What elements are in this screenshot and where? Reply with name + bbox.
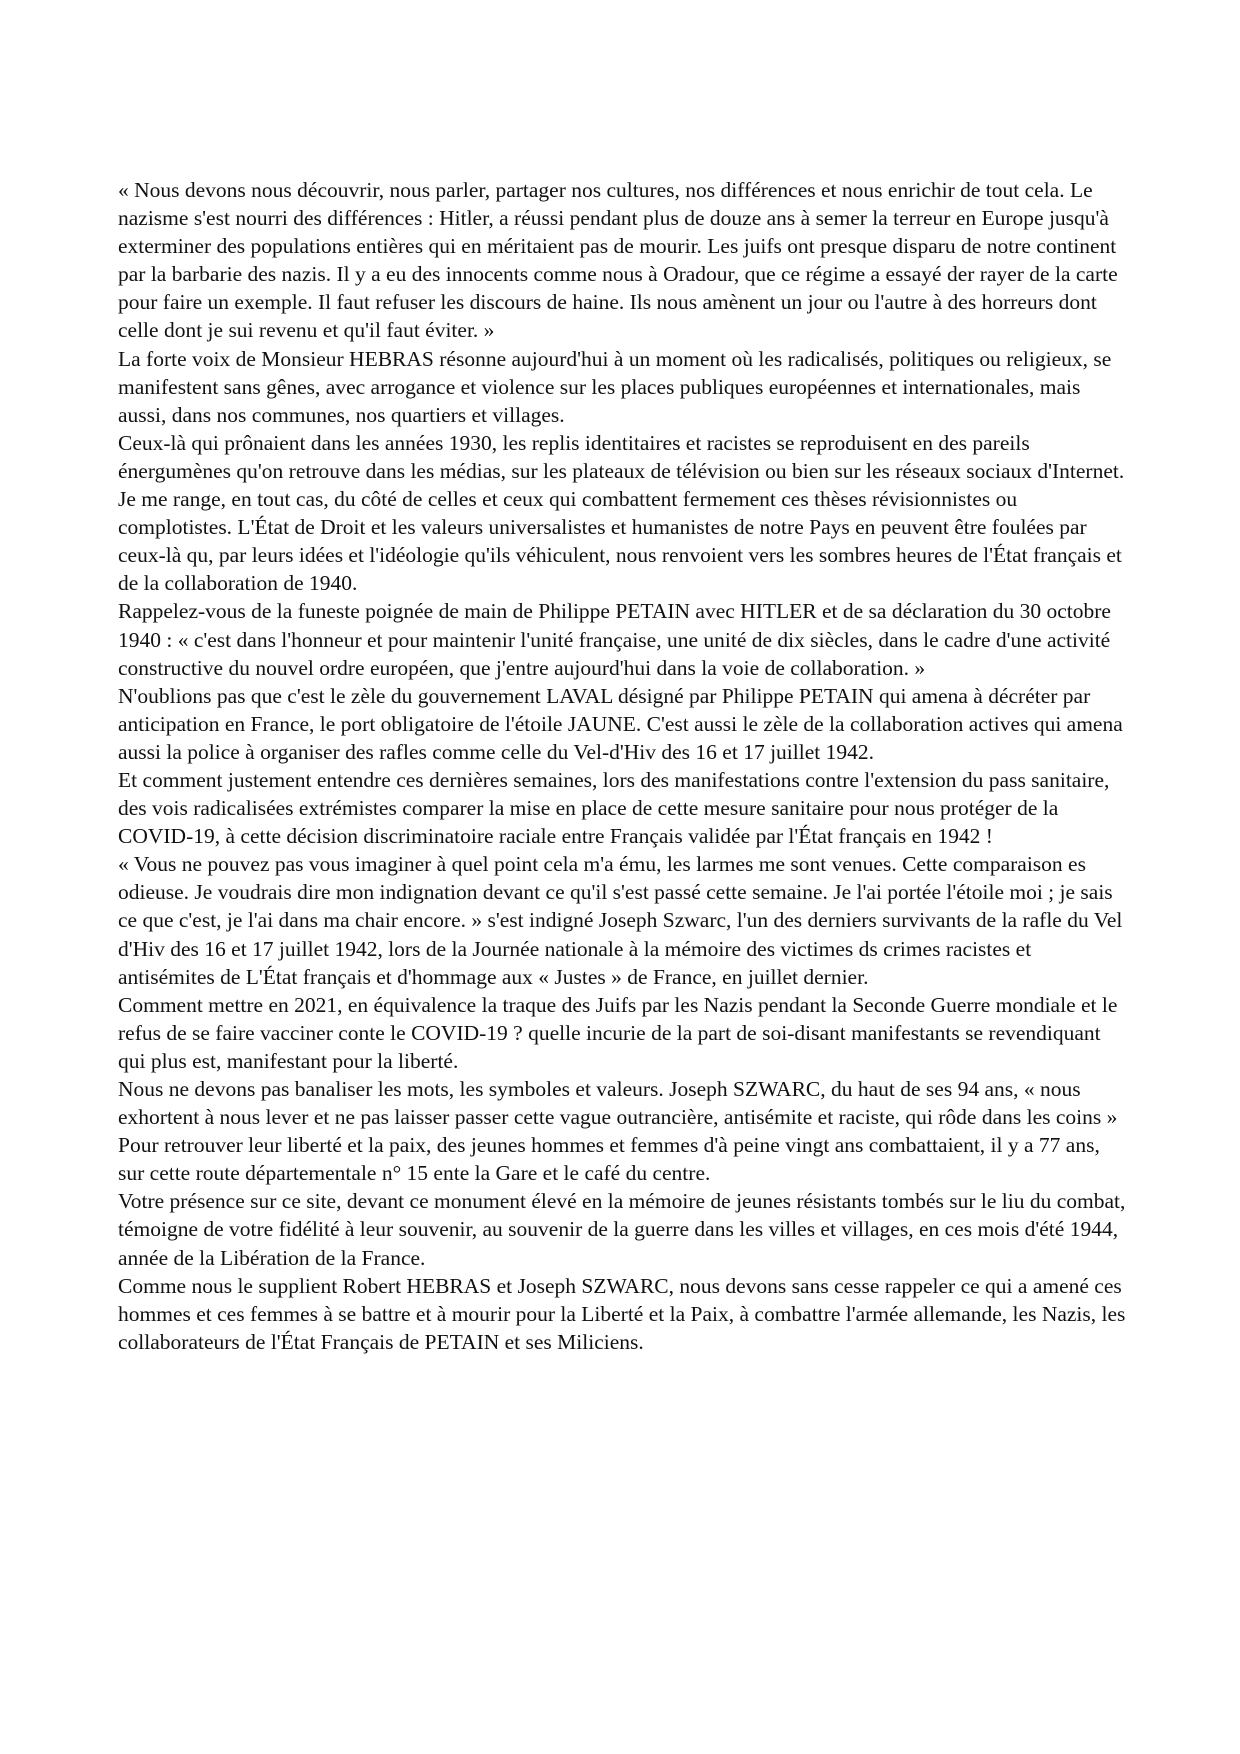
paragraph-conclusion: Comme nous le supplient Robert HEBRAS et Joseph SZWARC, nous devons sans cesse rappeler ce qui a amené ces hommes et ces femmes à se battre et à mourir pour la Liberté et la Paix, à combattre l'armée allemande, les Nazis, les collaborateurs de l'État Français de PETAIN et ses Miliciens.	[118, 1273, 1126, 1354]
paragraph-votre-presence: Votre présence sur ce site, devant ce monument élevé en la mémoire de jeunes résistants tombés sur le liu du combat, témoigne de votre fidélité à leur souvenir, au souvenir de la guerre dans les villes et villages, en ces mois d'été 1944, année de la Libération de la France.	[118, 1189, 1126, 1270]
paragraph-route-15: Pour retrouver leur liberté et la paix, des jeunes hommes et femmes d'à peine vingt ans combattaient, il y a 77 ans, sur cette route départementale n° 15 ente la Gare et le café du centre.	[118, 1133, 1100, 1186]
paragraph-petain-declaration: Rappelez-vous de la funeste poignée de main de Philippe PETAIN avec HITLER et de sa déclaration du 30 octobre 1940 : « c'est dans l'honneur et pour maintenir l'unité française, une unité de dix siècles, dans le cadre d'une activité constructive du nouvel ordre européen, que j'entre aujourd'hui dans la voie de collaboration. »	[118, 599, 1111, 680]
paragraph-pass-sanitaire: Et comment justement entendre ces dernières semaines, lors des manifestations contre l'extension du pass sanitaire, des vois radicalisées extrémistes comparer la mise en place de cette mesure sanitaire pour nous protéger de la COVID-19, à cette décision discriminatoire raciale entre Français validée par l'État français en 1942 !	[118, 767, 1110, 849]
document-body	[118, 176, 1130, 1356]
paragraph-laval-etoile: N'oublions pas que c'est le zèle du gouvernement LAVAL désigné par Philippe PETAIN qui amena à décréter par anticipation en France, le port obligatoire de l'étoile JAUNE. C'est aussi le zèle de la collaboration actives qui amena aussi la police à organiser des rafles comme celle du Vel-d'Hiv des 16 et 17 juillet 1942.	[118, 683, 1123, 764]
paragraph-banaliser: Nous ne devons pas banaliser les mots, les symboles et valeurs. Joseph SZWARC, du haut de ses 94 ans, « nous exhortent à nous lever et ne pas laisser passer cette vague outrancière, antisémite et raciste, qui rôde dans les coins »	[118, 1077, 1118, 1130]
paragraph-hebras-quote: « Nous devons nous découvrir, nous parler, partager nos cultures, nos différences et nous enrichir de tout cela. Le nazisme s'est nourri des différences : Hitler, a réussi pendant plus de douze ans à semer la terreur en Europe jusqu'à exterminer des populations entières qui en méritaient pas de mourir. Les juifs ont presque disparu de notre continent par la barbarie des nazis. Il y a eu des innocents comme nous à Oradour, que ce régime a essayé der rayer de la carte pour faire un exemple. Il faut refuser les discours de haine. Ils nous amènent un jour ou l'autre à des horreurs dont celle dont je sui revenu et qu'il faut éviter. »	[118, 178, 1118, 343]
paragraph-je-me-range: Je me range, en tout cas, du côté de celles et ceux qui combattent fermement ces thèses révisionnistes ou complotistes. L'État de Droit et les valeurs universalistes et humanistes de notre Pays en peuvent être foulées par ceux-là qu, par leurs idées et l'idéologie qu'ils véhiculent, nous renvoient vers les sombres heures de l'État français et de la collaboration de 1940.	[118, 487, 1122, 596]
paragraph-annees-1930: Ceux-là qui prônaient dans les années 1930, les replis identitaires et racistes se reproduisent en des pareils énergumènes qu'on retrouve dans les médias, sur les plateaux de télévision ou bien sur les réseaux sociaux d'Internet.	[118, 430, 1125, 483]
paragraph-comment-mettre: Comment mettre en 2021, en équivalence la traque des Juifs par les Nazis pendant la Seconde Guerre mondiale et le refus de se faire vacciner conte le COVID-19 ? quelle incurie de la part de soi-disant manifestants se revendiquant qui plus est, manifestant pour la liberté.	[118, 992, 1118, 1073]
paragraph-forte-voix: La forte voix de Monsieur HEBRAS résonne aujourd'hui à un moment où les radicalisés, politiques ou religieux, se manifestent sans gênes, avec arrogance et violence sur les places publiques européennes et internationales, mais aussi, dans nos communes, nos quartiers et villages.	[118, 346, 1112, 427]
paragraph-szwarc-quote: « Vous ne pouvez pas vous imaginer à quel point cela m'a ému, les larmes me sont venues. Cette comparaison es odieuse. Je voudrais dire mon indignation devant ce qu'il s'est passé cette semaine. Je l'ai portée l'étoile moi ; je sais ce que c'est, je l'ai dans ma chair encore. » s'est indigné Joseph Szwarc, l'un des derniers survivants de la rafle du Vel d'Hiv des 16 et 17 juillet 1942, lors de la Journée nationale à la mémoire des victimes ds crimes racistes et antisémites de L'État français et d'hommage aux « Justes » de France, en juillet dernier.	[118, 852, 1123, 989]
